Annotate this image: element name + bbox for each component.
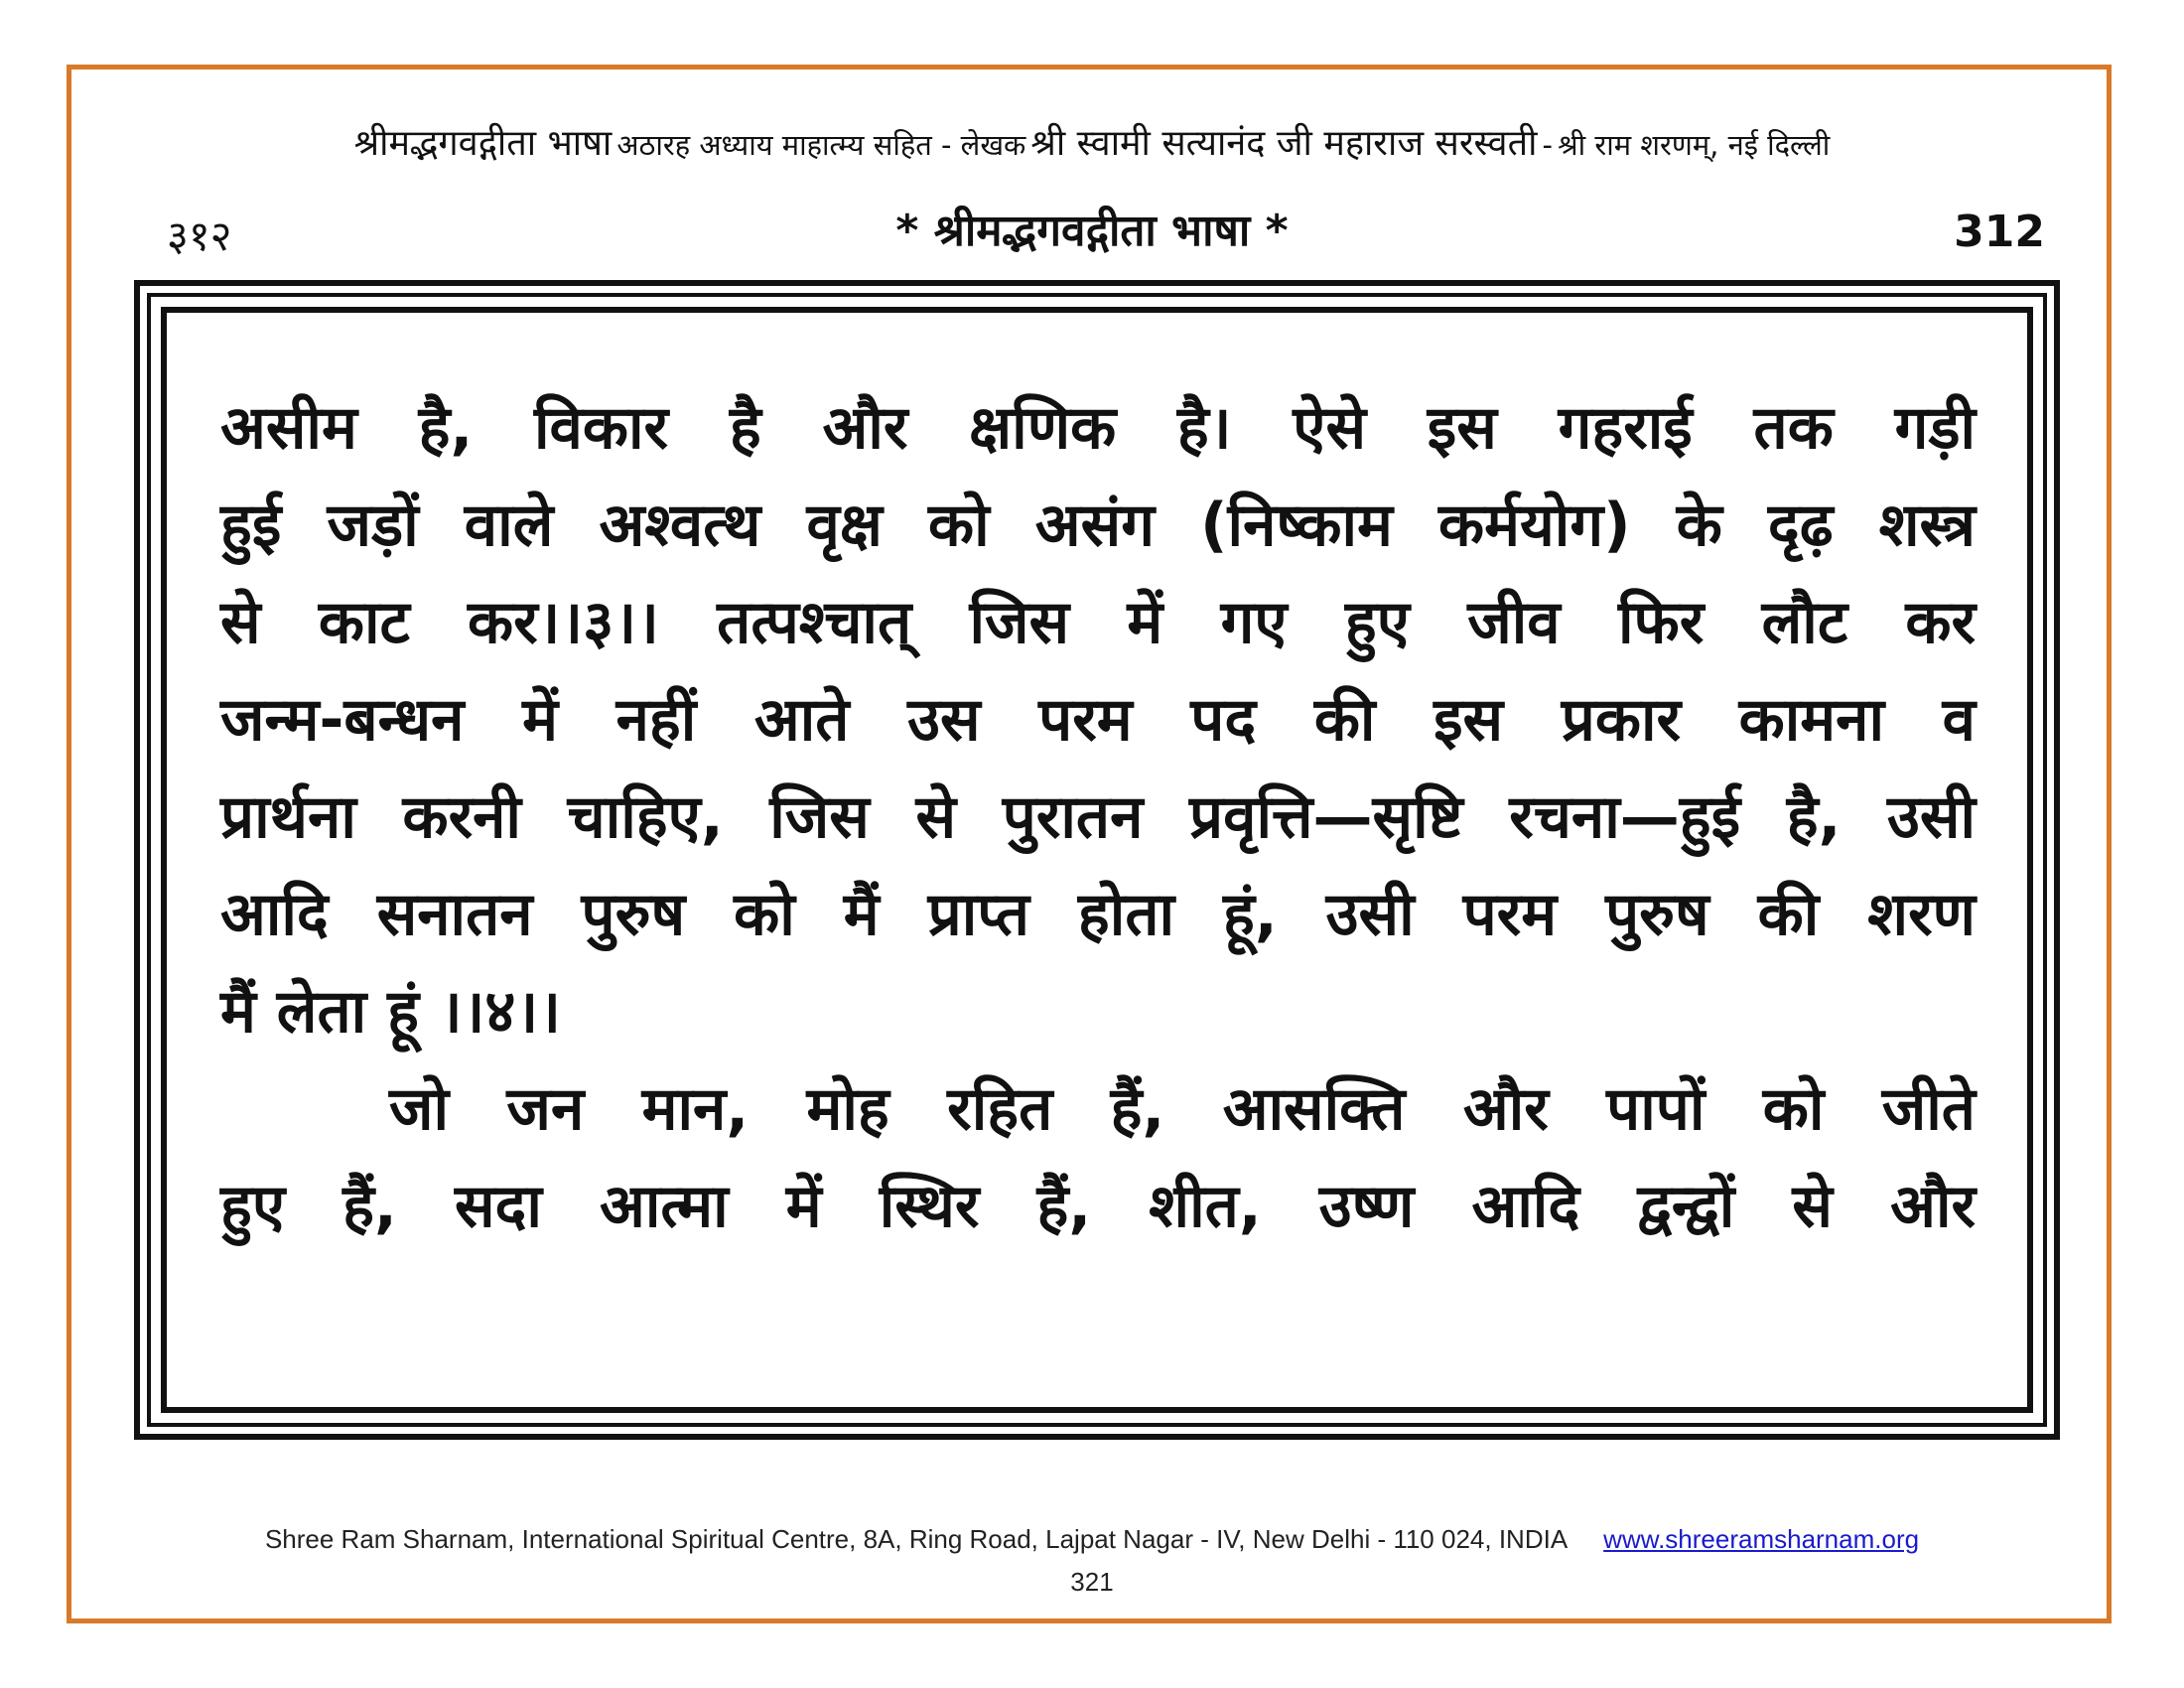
text-line: से काट कर।।३।। तत्पश्चात् जिस में गए हुए जीव फिर लौट कर <box>220 588 1976 657</box>
footer-page-number: 321 <box>1070 1567 1114 1597</box>
footer-address: Shree Ram Sharnam, International Spiritual Centre, 8A, Ring Road, Lajpat Nagar - IV, New Delhi - 110 024, INDIA <box>264 1524 1569 1554</box>
website-link[interactable]: www.shreeramsharnam.org <box>1603 1524 1920 1554</box>
text-line: जन्म-बन्धन में नहीं आते उस परम पद की इस प्रकार कामना व <box>220 685 1976 755</box>
text-line: मैं लेता हूं ।।४।। <box>220 977 561 1047</box>
page-number-hindi: ३१२ <box>167 211 232 260</box>
text-line: हुए हैं, सदा आत्मा में स्थिर हैं, शीत, उष्ण आदि द्वन्द्वों से और <box>220 1172 1976 1241</box>
page-number: 312 <box>1954 207 2045 257</box>
book-publisher: श्री राम शरणम्, नई दिल्ली <box>1558 128 1831 162</box>
scripture-text <box>220 379 1976 1255</box>
text-line: असीम है, विकार है और क्षणिक है। ऐसे इस गहराई तक गड़ी <box>220 393 1976 463</box>
footer <box>0 1524 2184 1555</box>
book-subtitle: अठारह अध्याय माहात्म्य सहित - लेखक <box>616 128 1026 162</box>
text-line: हुई जड़ों वाले अश्वत्थ वृक्ष को असंग (निष्काम कर्मयोग) के दृढ़ शस्त्र <box>220 491 1976 560</box>
book-author: श्री स्वामी सत्यानंद जी महाराज सरस्वती <box>1030 123 1538 164</box>
text-line-paragraph-start: जो जन मान, मोह रहित हैं, आसक्ति और पापों को जीते <box>389 1074 1976 1144</box>
text-line: आदि सनातन पुरुष को मैं प्राप्त होता हूं, उसी परम पुरुष की शरण <box>220 880 1976 949</box>
book-title: श्रीमद्भगवद्गीता भाषा <box>353 123 613 164</box>
book-header <box>0 117 2184 166</box>
header-separator: - <box>1542 128 1553 162</box>
text-line: प्रार्थना करनी चाहिए, जिस से पुरातन प्रवृत्ति—सृष्टि रचना—हुई है, उसी <box>220 782 1976 852</box>
page-title: * श्रीमद्भगवद्गीता भाषा * <box>895 206 1289 256</box>
